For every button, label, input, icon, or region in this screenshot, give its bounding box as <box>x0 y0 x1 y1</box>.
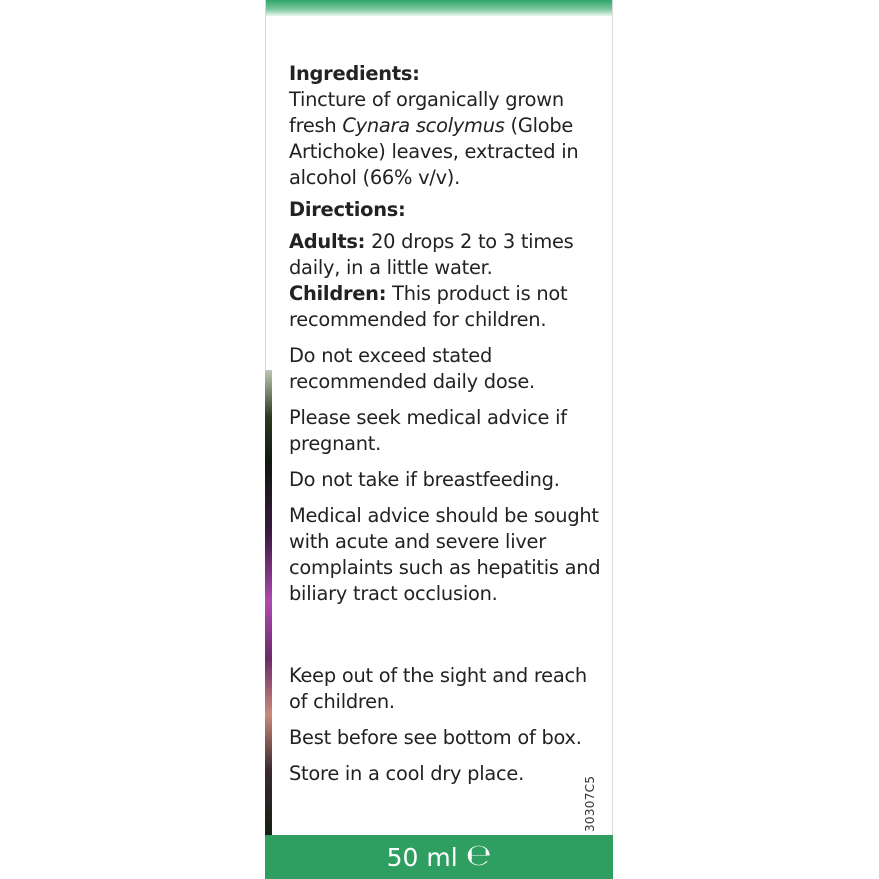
storage-children: Keep out of the sight and reach of children. <box>289 664 587 713</box>
warning-pregnant: Please seek medical advice if pregnant. <box>289 406 567 455</box>
volume-band <box>265 835 613 879</box>
ingredients-heading: Ingredients: <box>289 62 420 85</box>
top-green-band <box>266 0 612 16</box>
volume-text: 50 ml <box>386 842 458 872</box>
directions-adults: Adults: 20 drops 2 to 3 times daily, in a little water. <box>289 230 574 279</box>
directions-heading: Directions: <box>289 198 406 221</box>
warning-dose: Do not exceed stated recommended daily dose. <box>289 344 535 393</box>
warning-breastfeeding: Do not take if breastfeeding. <box>289 468 560 491</box>
estimated-sign-icon: ℮ <box>465 838 492 873</box>
ingredients-text: Tincture of organically grown fresh Cynara scolymus (Globe Artichoke) leaves, extracted in alcohol (66% v/v). <box>289 88 579 189</box>
label-text <box>289 61 601 787</box>
latin-name: Cynara scolymus <box>342 114 505 137</box>
warning-liver: Medical advice should be sought with acute and severe liver complaints such as hepatitis and biliary tract occlusion. <box>289 504 601 605</box>
flower-image-strip <box>265 370 272 835</box>
directions-children: Children: This product is not recommended for children. <box>289 282 568 331</box>
product-code: 30307C5 <box>583 775 597 832</box>
storage-cool-dry: Store in a cool dry place. <box>289 762 524 785</box>
storage-best-before: Best before see bottom of box. <box>289 726 582 749</box>
